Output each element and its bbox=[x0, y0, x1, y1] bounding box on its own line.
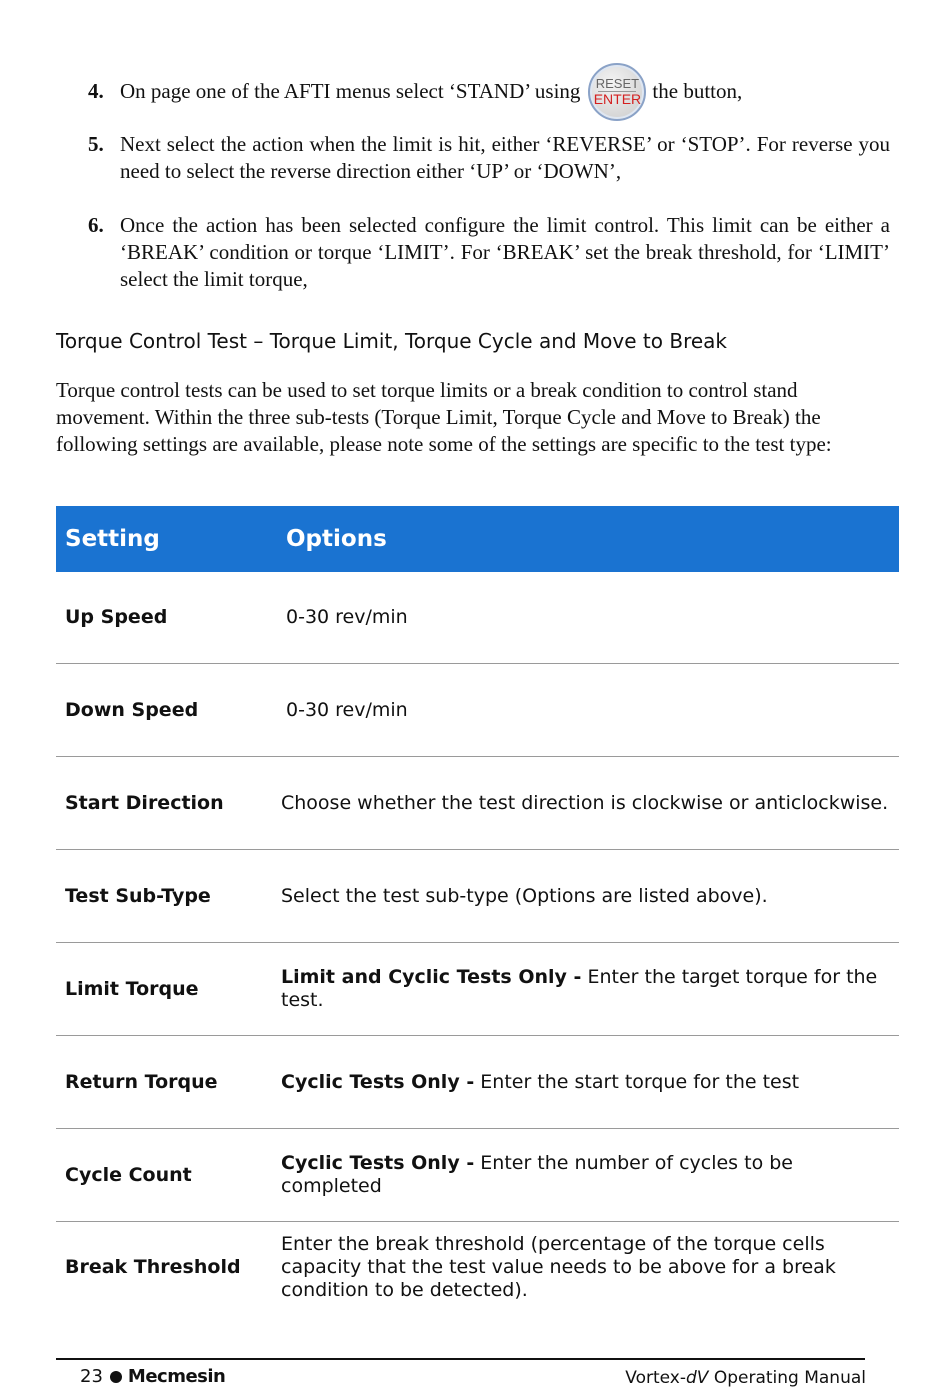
setting-options bbox=[268, 1222, 899, 1313]
table-row bbox=[56, 572, 899, 664]
step-text: Next select the action when the limit is hit, either ‘REVERSE’ or ‘STOP’. For reverse you need to select the reverse direction either ‘UP’ or ‘DOWN’, bbox=[120, 132, 890, 183]
reset-enter-button-icon bbox=[588, 63, 646, 121]
setting-name: Return Torque bbox=[56, 1036, 268, 1129]
setting-name: Down Speed bbox=[56, 664, 268, 757]
table-row bbox=[56, 850, 899, 943]
option-text: Select the test sub-type (Options are listed above). bbox=[281, 884, 768, 907]
step-number: 4. bbox=[88, 79, 104, 103]
reset-label: RESET bbox=[595, 76, 640, 92]
step-number: 5. bbox=[88, 132, 104, 156]
option-qualifier: Cyclic Tests Only - bbox=[281, 1070, 475, 1093]
enter-label: ENTER bbox=[593, 91, 642, 108]
option-qualifier: Limit and Cyclic Tests Only - bbox=[281, 966, 582, 988]
manual-model: dV bbox=[686, 1368, 709, 1388]
option-text: Choose whether the test direction is clockwise or anticlockwise. bbox=[281, 791, 889, 814]
footer-divider bbox=[56, 1358, 865, 1360]
section-heading: Torque Control Test – Torque Limit, Torque Cycle and Move to Break bbox=[56, 329, 727, 353]
page-number: 23 bbox=[80, 1366, 103, 1387]
setting-options bbox=[268, 757, 899, 850]
brand-logo: Mecmesin bbox=[127, 1366, 226, 1387]
step-item bbox=[56, 212, 890, 293]
setting-options bbox=[268, 850, 899, 943]
manual-suffix: Operating Manual bbox=[708, 1368, 866, 1388]
setting-name: Break Threshold bbox=[65, 1255, 241, 1278]
option-text: Enter the break threshold (percentage of the torque cells capacity that the test value needs to be above for a break condition to be detected). bbox=[281, 1232, 836, 1301]
setting-name: Limit Torque bbox=[56, 943, 268, 1036]
manual-title bbox=[625, 1367, 866, 1389]
option-text: Enter the number of cycles to be completed bbox=[281, 1152, 793, 1197]
table-row bbox=[56, 1222, 899, 1313]
option-text: Enter the start torque for the test bbox=[480, 1070, 800, 1093]
setting-options bbox=[268, 943, 899, 1036]
table-header-row bbox=[56, 506, 899, 572]
bullet-icon bbox=[110, 1371, 122, 1383]
setting-options bbox=[268, 1129, 899, 1222]
step-text: On page one of the AFTI menus select ‘STAND’ using bbox=[120, 79, 581, 103]
table-row bbox=[56, 943, 899, 1036]
intro-paragraph: Torque control tests can be used to set torque limits or a break condition to control stand movement. Within the three sub-tests (Torque Limit, Torque Cycle and Move to Break) the following settings are available, please note some of the settings are specific to the test type: bbox=[56, 378, 832, 456]
setting-options bbox=[268, 664, 899, 757]
setting-name: Up Speed bbox=[56, 572, 268, 664]
options-column-header: Options bbox=[268, 506, 899, 572]
setting-name: Start Direction bbox=[56, 757, 268, 850]
setting-column-header: Setting bbox=[56, 506, 268, 572]
manual-prefix: Vortex- bbox=[625, 1368, 686, 1388]
step-list bbox=[56, 78, 890, 293]
table-row bbox=[56, 1036, 899, 1129]
step-text: the button, bbox=[652, 79, 743, 103]
step-number: 6. bbox=[88, 213, 104, 237]
footer-left bbox=[80, 1366, 225, 1388]
step-item bbox=[56, 78, 890, 131]
settings-table bbox=[56, 506, 899, 1312]
table-row bbox=[56, 664, 899, 757]
setting-name: Cycle Count bbox=[56, 1129, 268, 1222]
step-text: Once the action has been selected configure the limit control. This limit can be either a ‘BREAK’ condition or torque ‘LIMIT’. For ‘BREAK’ set the break threshold, for ‘LIMIT’ select the limit torque, bbox=[120, 213, 890, 291]
option-text: 0-30 rev/min bbox=[286, 606, 408, 628]
setting-options bbox=[268, 572, 899, 664]
setting-name: Test Sub-Type bbox=[56, 850, 268, 943]
table-row bbox=[56, 1129, 899, 1222]
option-text: Enter the target torque for the test. bbox=[281, 966, 878, 1011]
option-text: 0-30 rev/min bbox=[286, 698, 408, 721]
step-item bbox=[56, 131, 890, 212]
option-qualifier: Cyclic Tests Only - bbox=[281, 1152, 475, 1174]
setting-options bbox=[268, 1036, 899, 1129]
table-row bbox=[56, 757, 899, 850]
